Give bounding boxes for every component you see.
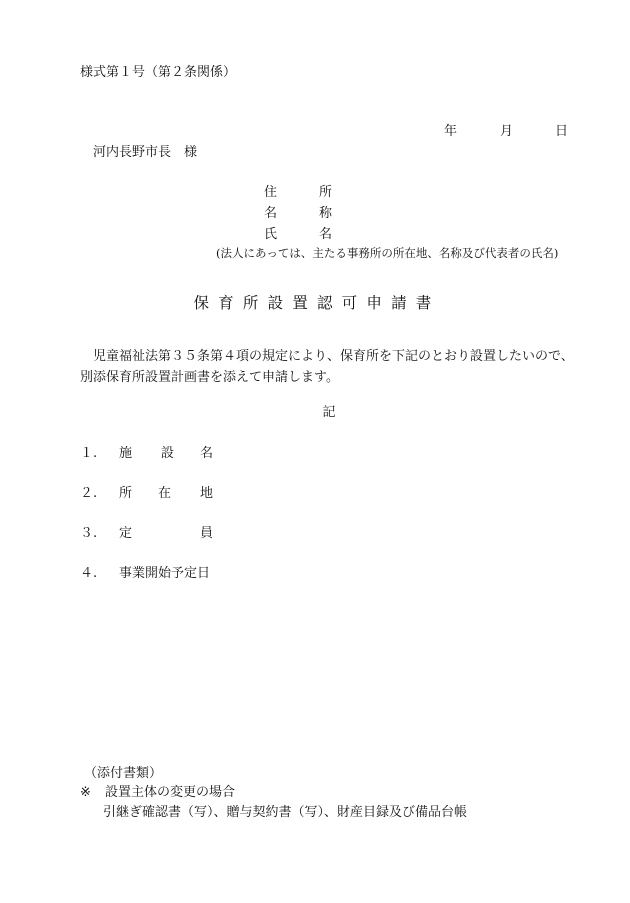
applicant-address-label-char-1: 住 (264, 185, 278, 200)
item-number: １. (80, 446, 98, 461)
applicant-person-label (264, 227, 333, 242)
body-text (80, 346, 585, 388)
addressee: 河内長野市長 様 (93, 145, 198, 160)
date-year-label: 年 (444, 124, 458, 139)
item-label-char: 定 (119, 526, 133, 541)
item-number: ３. (80, 526, 98, 541)
attachments-list: 引継ぎ確認書（写）、贈与契約書（写）、財産目録及び備品台帳 (103, 805, 468, 820)
attachments-note-text: 設置主体の変更の場合 (105, 785, 236, 800)
applicant-note: (法人にあっては、主たる事務所の所在地、名称及び代表者の氏名) (216, 246, 559, 260)
applicant-address-label (264, 185, 333, 200)
body-line-1: 児童福祉法第３５条第４項の規定により、保育所を下記のとおり設置したいので、 (93, 349, 574, 364)
attachments-title: （添付書類） (84, 766, 163, 781)
applicant-person-label-char-1: 氏 (264, 227, 278, 242)
applicant-address-label-char-2: 所 (319, 185, 333, 200)
item-label-char: 員 (200, 526, 214, 541)
item-label-char: 在 (158, 486, 172, 501)
ki-heading: 記 (322, 405, 336, 420)
reference-mark: ※ (80, 785, 91, 800)
item-number: ２. (80, 486, 98, 501)
applicant-person-label-char-2: 名 (319, 227, 333, 242)
document-title: 保育所設置認可申請書 (193, 294, 441, 312)
form-number: 様式第１号（第２条関係） (80, 65, 237, 80)
body-line-2: 別添保育所設置計画書を添えて申請します。 (80, 370, 339, 385)
applicant-name-label-char-2: 称 (319, 206, 333, 221)
date-day-label: 日 (555, 124, 569, 139)
applicant-name-label (264, 206, 333, 221)
item-label-char: 名 (200, 446, 214, 461)
item-label-char: 所 (119, 486, 133, 501)
date-month-label: 月 (500, 124, 514, 139)
item-label: 事業開始予定日 (119, 566, 211, 581)
item-number: ４. (80, 566, 98, 581)
item-label-char: 地 (200, 486, 214, 501)
item-label-char: 設 (161, 446, 175, 461)
applicant-name-label-char-1: 名 (264, 206, 278, 221)
item-label-char: 施 (119, 446, 133, 461)
